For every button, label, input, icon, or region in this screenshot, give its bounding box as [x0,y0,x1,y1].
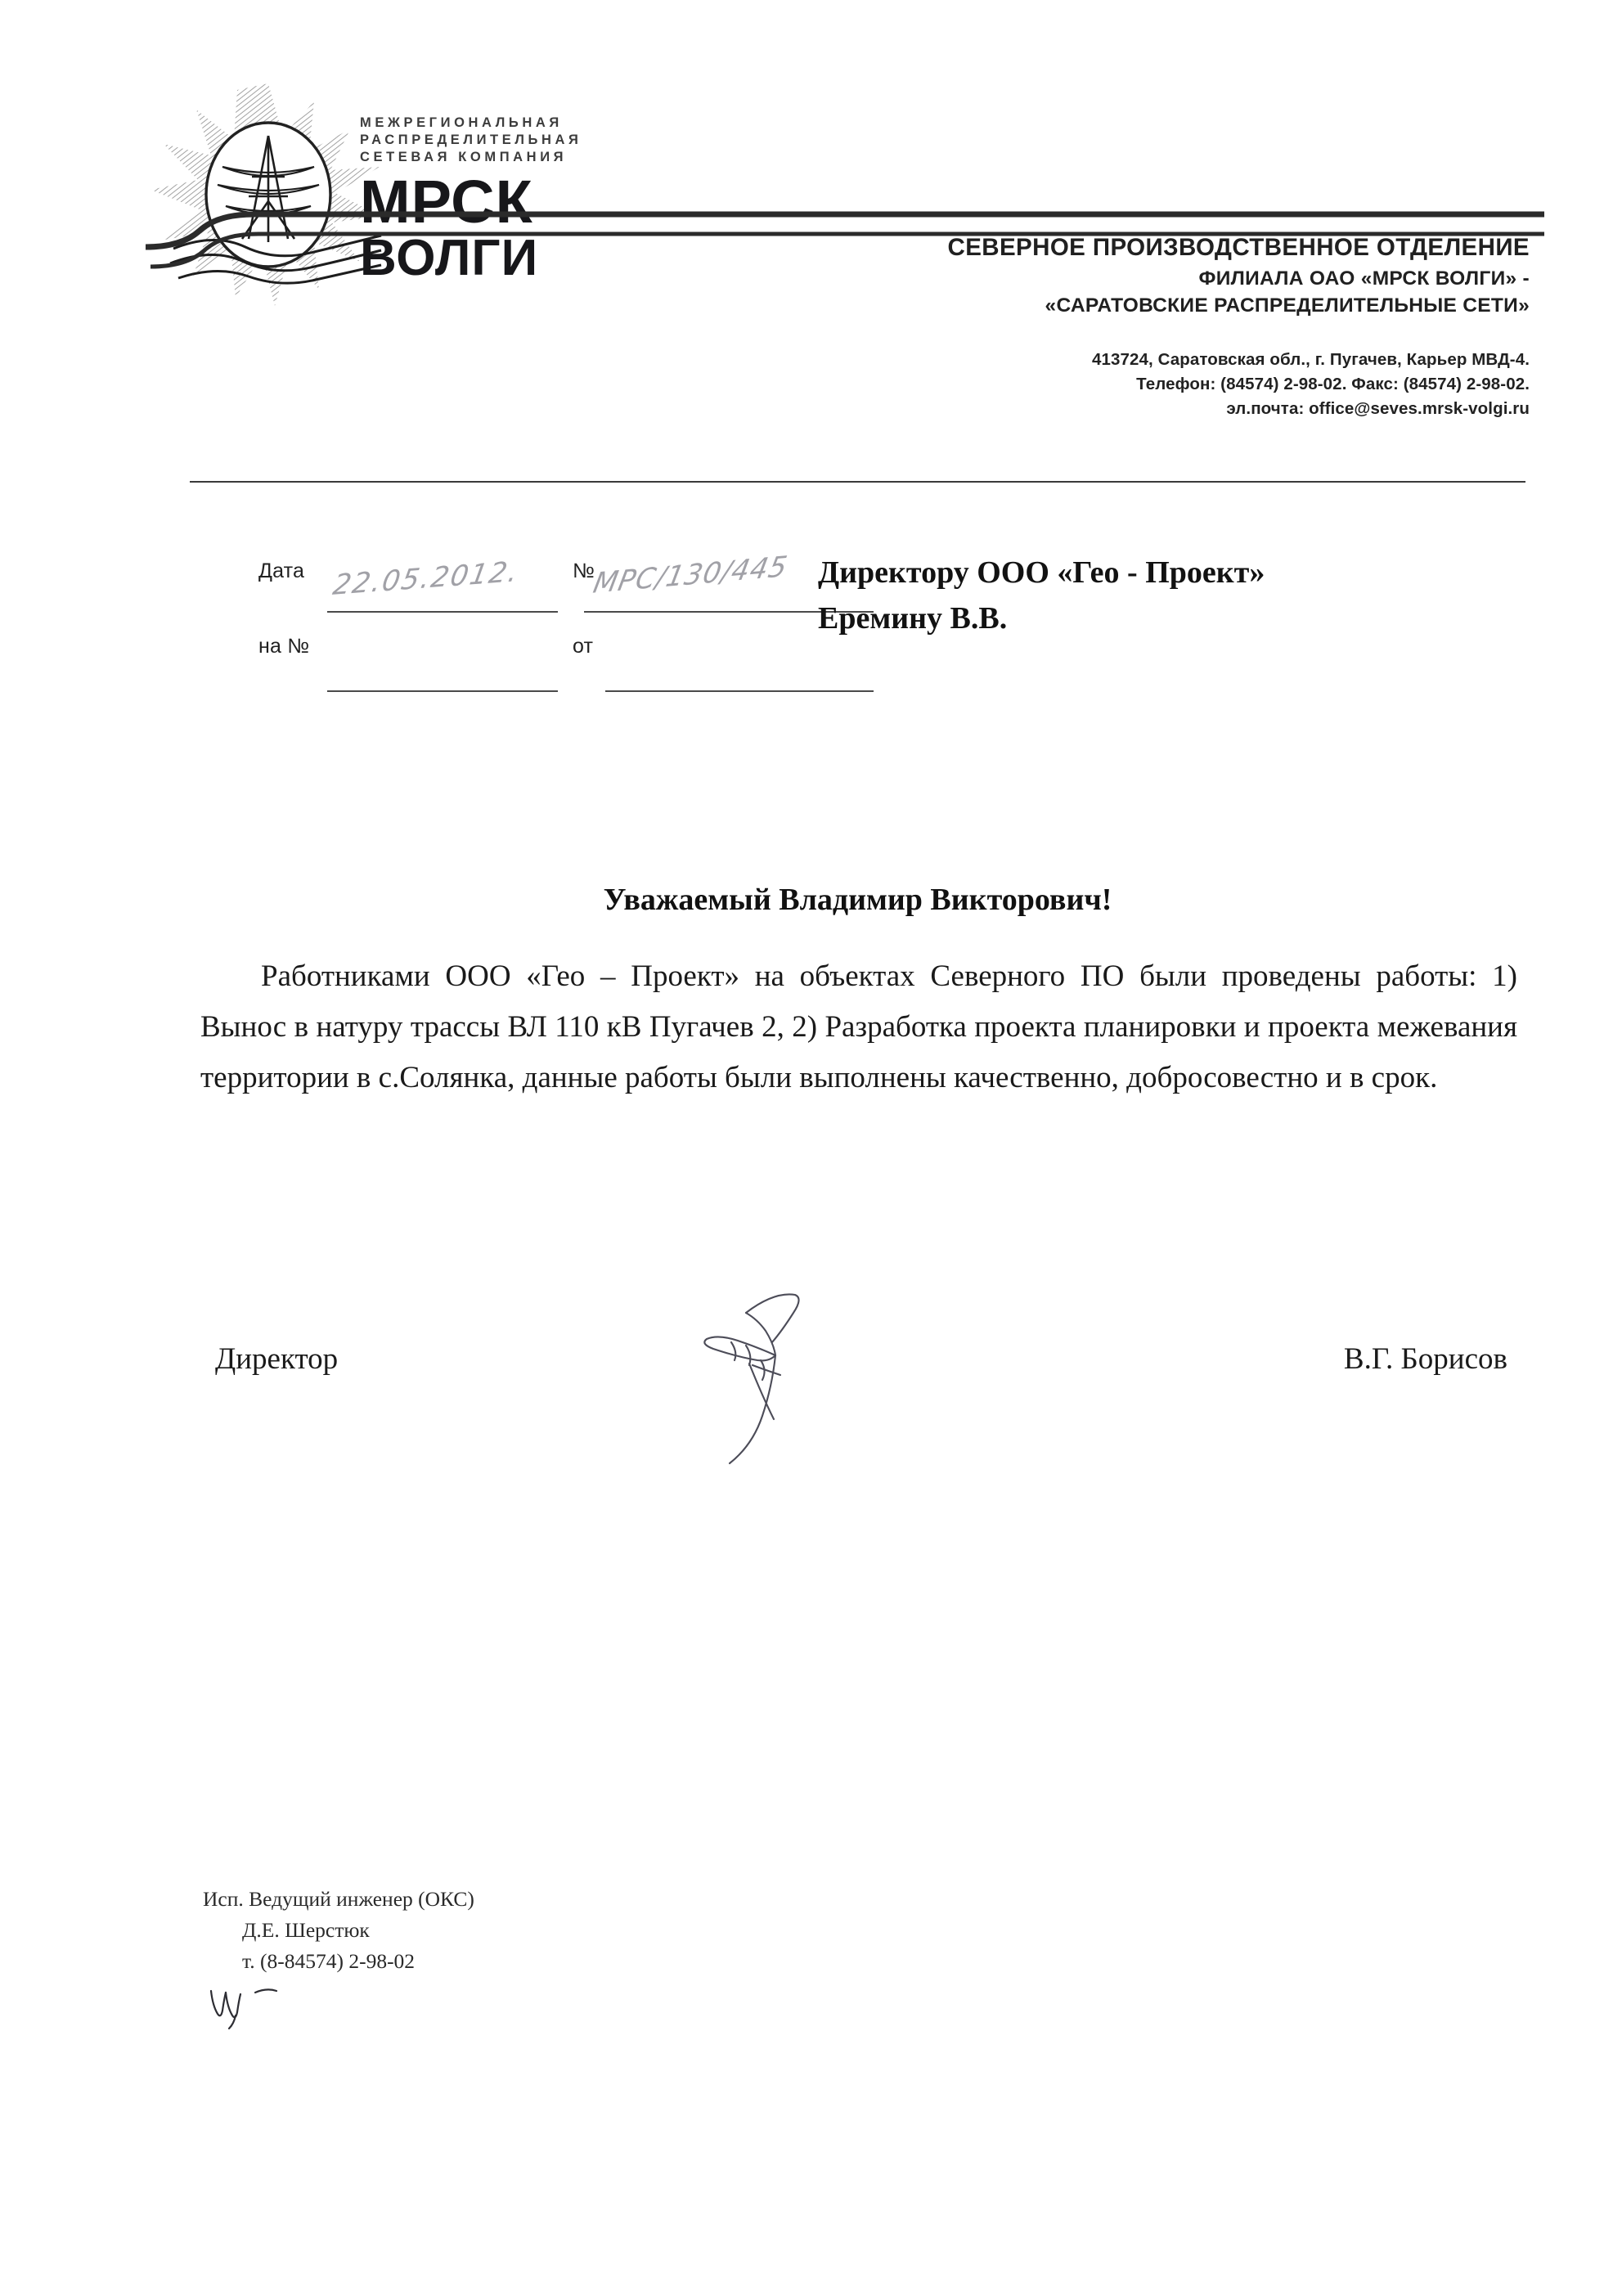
mrsk-volgi-logo-icon [146,79,383,332]
department-line3: «САРАТОВСКИЕ РАСПРЕДЕЛИТЕЛЬНЫЕ СЕТИ» [1045,294,1530,317]
contact-address: 413724, Саратовская обл., г. Пугачев, Карьер МВД-4. [1092,350,1530,369]
date-field-rule [327,611,558,613]
addressee-block [818,550,1521,641]
number-label: № [573,559,595,582]
letterhead-divider [190,481,1525,483]
contact-email: эл.почта: office@seves.mrsk-volgi.ru [1226,399,1530,418]
brand-subtitle-line3: СЕТЕВАЯ КОМПАНИЯ [360,150,568,164]
handwritten-date-value: 22.05.2012. [330,555,522,602]
in-reply-to-field-rule [327,690,558,692]
from-field-rule [605,690,874,692]
letter-body: Работниками ООО «Гео – Проект» на объектах Северного ПО были проведены работы: 1) Вынос в натуру трассы ВЛ 110 кВ Пугачев 2, 2) Разработка проекта планировки и проекта межевания территории в с.Солянка, данные работы были выполнены качественно, добросовестно и в срок. [200,959,1517,1094]
executor-role: Исп. Ведущий инженер (ОКС) [203,1887,474,1911]
executor-phone: т. (8-84574) 2-98-02 [242,1949,416,1973]
department-line1: СЕВЕРНОЕ ПРОИЗВОДСТВЕННОЕ ОТДЕЛЕНИЕ [947,234,1530,261]
brand-name-volgi: ВОЛГИ [360,230,539,286]
from-label: от [573,635,594,658]
salutation: Уважаемый Владимир Викторович! [603,883,1112,917]
in-reply-to-label: на № [258,635,310,658]
signatory-title: Директор [215,1342,339,1376]
footer-initials-icon [203,1978,301,2035]
brand-subtitle-line1: МЕЖРЕГИОНАЛЬНАЯ [360,115,563,130]
contact-block [703,348,1530,421]
addressee-line2: Еремину В.В. [818,601,1008,636]
addressee-line1: Директору ООО «Гео - Проект» [818,555,1265,590]
brand-subtitle-line2: РАСПРЕДЕЛИТЕЛЬНАЯ [360,133,582,147]
executor-block [203,1884,474,1977]
reference-block [0,550,1622,738]
department-line2: ФИЛИАЛА ОАО «МРСК ВОЛГИ» - [1198,267,1530,290]
executor-name: Д.Е. Шерстюк [242,1918,370,1942]
brand-name-mrsk: МРСК [360,168,533,236]
handwritten-number-value: МРС/130/445 [591,550,791,600]
brand-block [360,115,769,234]
signature-row [200,1341,1517,1391]
date-label: Дата [258,559,305,582]
letterhead [0,0,1622,442]
department-block [622,233,1530,319]
contact-phone: Телефон: (84574) 2-98-02. Факс: (84574) 2-98-02. [1136,375,1530,393]
signatory-name: В.Г. Борисов [1343,1342,1507,1376]
